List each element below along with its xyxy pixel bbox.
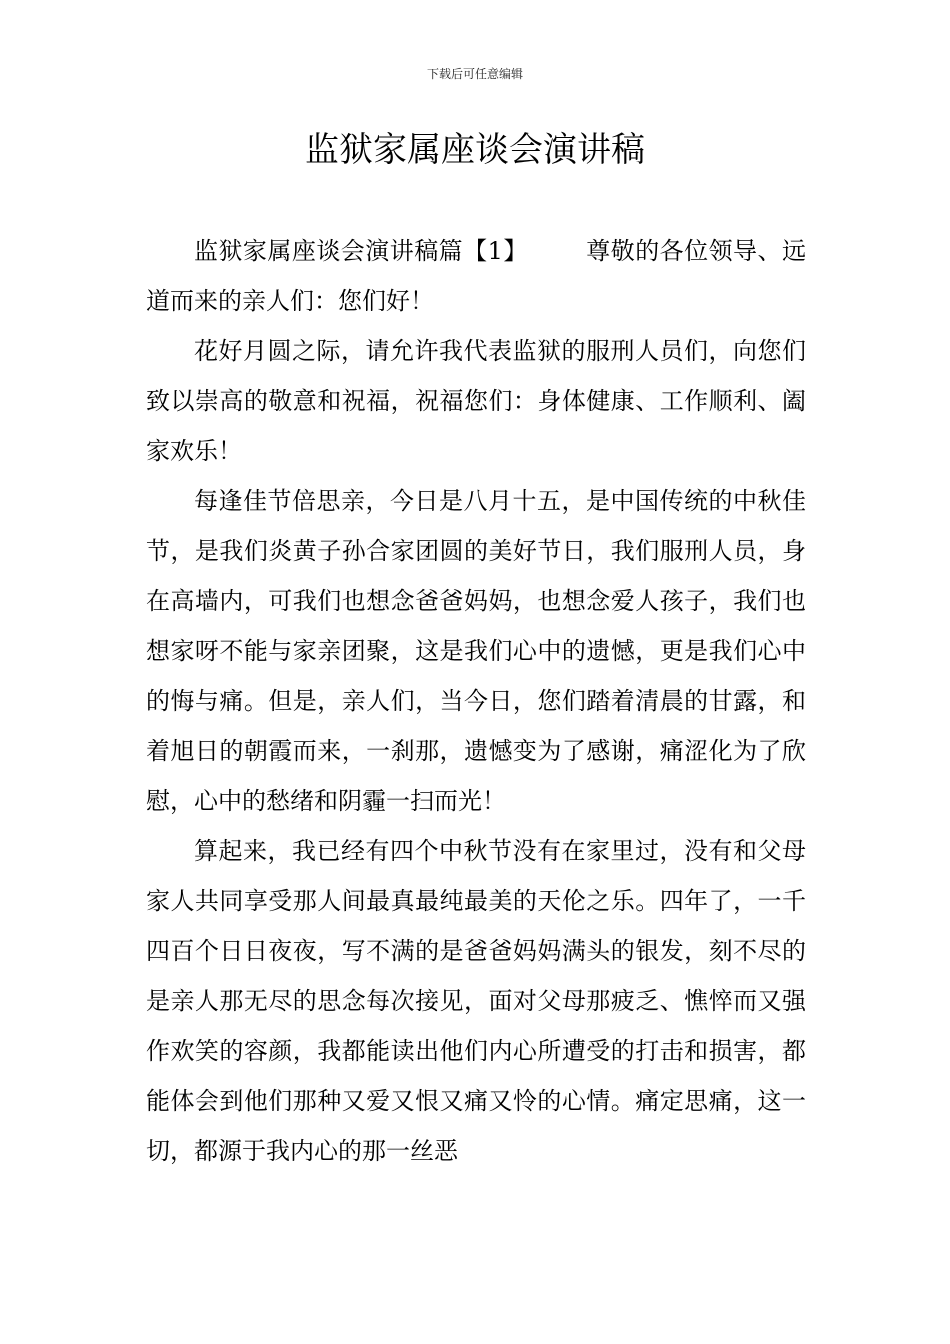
paragraph: 每逢佳节倍思亲，今日是八月十五，是中国传统的中秋佳节，是我们炎黄子孙合家团圆的美好节日，我们服刑人员，身在高墙内，可我们也想念爸爸妈妈，也想念爱人孩子，我们也想家呀不能与家亲团聚，这是我们心中的遗憾，更是我们心中的悔与痛。但是，亲人们，当今日，您们踏着清晨的甘露，和着旭日的朝霞而来，一刹那，遗憾变为了感谢，痛涩化为了欣慰，心中的愁绪和阴霾一扫而光！ xyxy=(146,487,806,815)
section-label: 监狱家属座谈会演讲稿篇【1】 xyxy=(194,237,528,265)
header-note: 下载后可任意编辑 xyxy=(426,67,523,81)
paragraph: 花好月圆之际，请允许我代表监狱的服刑人员们，向您们致以崇高的敬意和祝福，祝福您们：身体健康、工作顺利、阖家欢乐！ xyxy=(146,337,806,465)
document-title: 监狱家属座谈会演讲稿 xyxy=(305,130,645,170)
paragraph: 算起来，我已经有四个中秋节没有在家里过，没有和父母家人共同享受那人间最真最纯最美的天伦之乐。四年了，一千四百个日日夜夜，写不满的是爸爸妈妈满头的银发，刻不尽的是亲人那无尽的思念每次接见，面对父母那疲乏、憔悴而又强作欢笑的容颜，我都能读出他们内心所遭受的打击和损害，都能体会到他们那种又爱又恨又痛又怜的心情。痛定思痛，这一切，都源于我内心的那一丝恶 xyxy=(146,837,806,1165)
document-body xyxy=(146,226,806,1176)
greeting: 尊敬的各位领导、远道而来的亲人们：您们好！ xyxy=(146,237,806,315)
intro-paragraph xyxy=(146,226,806,326)
